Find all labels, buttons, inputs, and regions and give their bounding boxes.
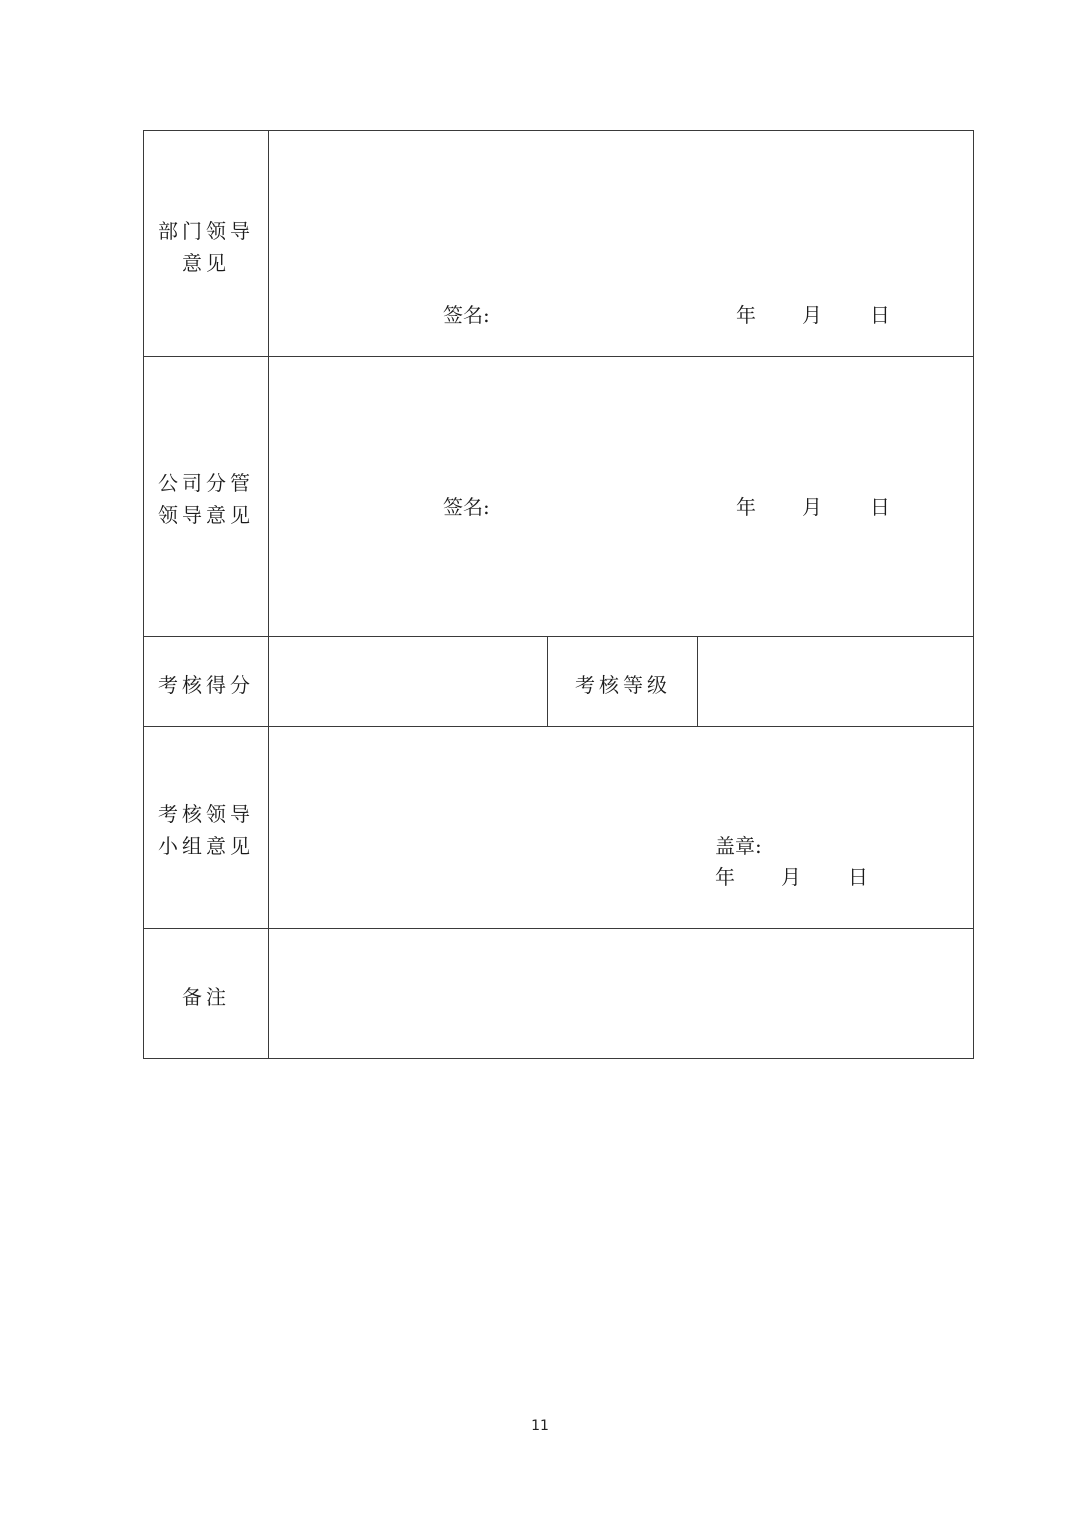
dept-leader-sign-label: 签名: — [443, 303, 490, 327]
review-group-day: 日 — [848, 865, 868, 889]
company-leader-label-line1: 公司分管 — [158, 471, 254, 495]
remarks-label: 备注 — [182, 985, 230, 1009]
dept-leader-month: 月 — [802, 303, 822, 327]
review-group-label-line2: 小组意见 — [158, 834, 254, 858]
company-leader-label-line2: 领导意见 — [158, 503, 254, 527]
dept-leader-opinion-label — [144, 215, 268, 279]
review-group-opinion-label — [144, 798, 268, 862]
review-group-label-line1: 考核领导 — [158, 802, 254, 826]
review-group-seal-label: 盖章: — [715, 834, 762, 858]
company-leader-month: 月 — [802, 495, 822, 519]
review-group-year: 年 — [715, 865, 735, 889]
company-leader-sign-label: 签名: — [443, 495, 490, 519]
page-number: 11 — [531, 1418, 549, 1434]
assessment-form-table — [143, 130, 974, 1059]
assessment-score-label: 考核得分 — [158, 673, 254, 697]
assessment-grade-label: 考核等级 — [575, 673, 671, 697]
dept-leader-label-line1: 部门领导 — [158, 219, 254, 243]
dept-leader-year: 年 — [736, 303, 756, 327]
column-divider — [268, 131, 269, 1058]
company-leader-opinion-label — [144, 467, 268, 531]
dept-leader-day: 日 — [870, 303, 890, 327]
review-group-month: 月 — [781, 865, 801, 889]
dept-leader-label-line2: 意见 — [182, 251, 230, 275]
company-leader-year: 年 — [736, 495, 756, 519]
company-leader-day: 日 — [870, 495, 890, 519]
